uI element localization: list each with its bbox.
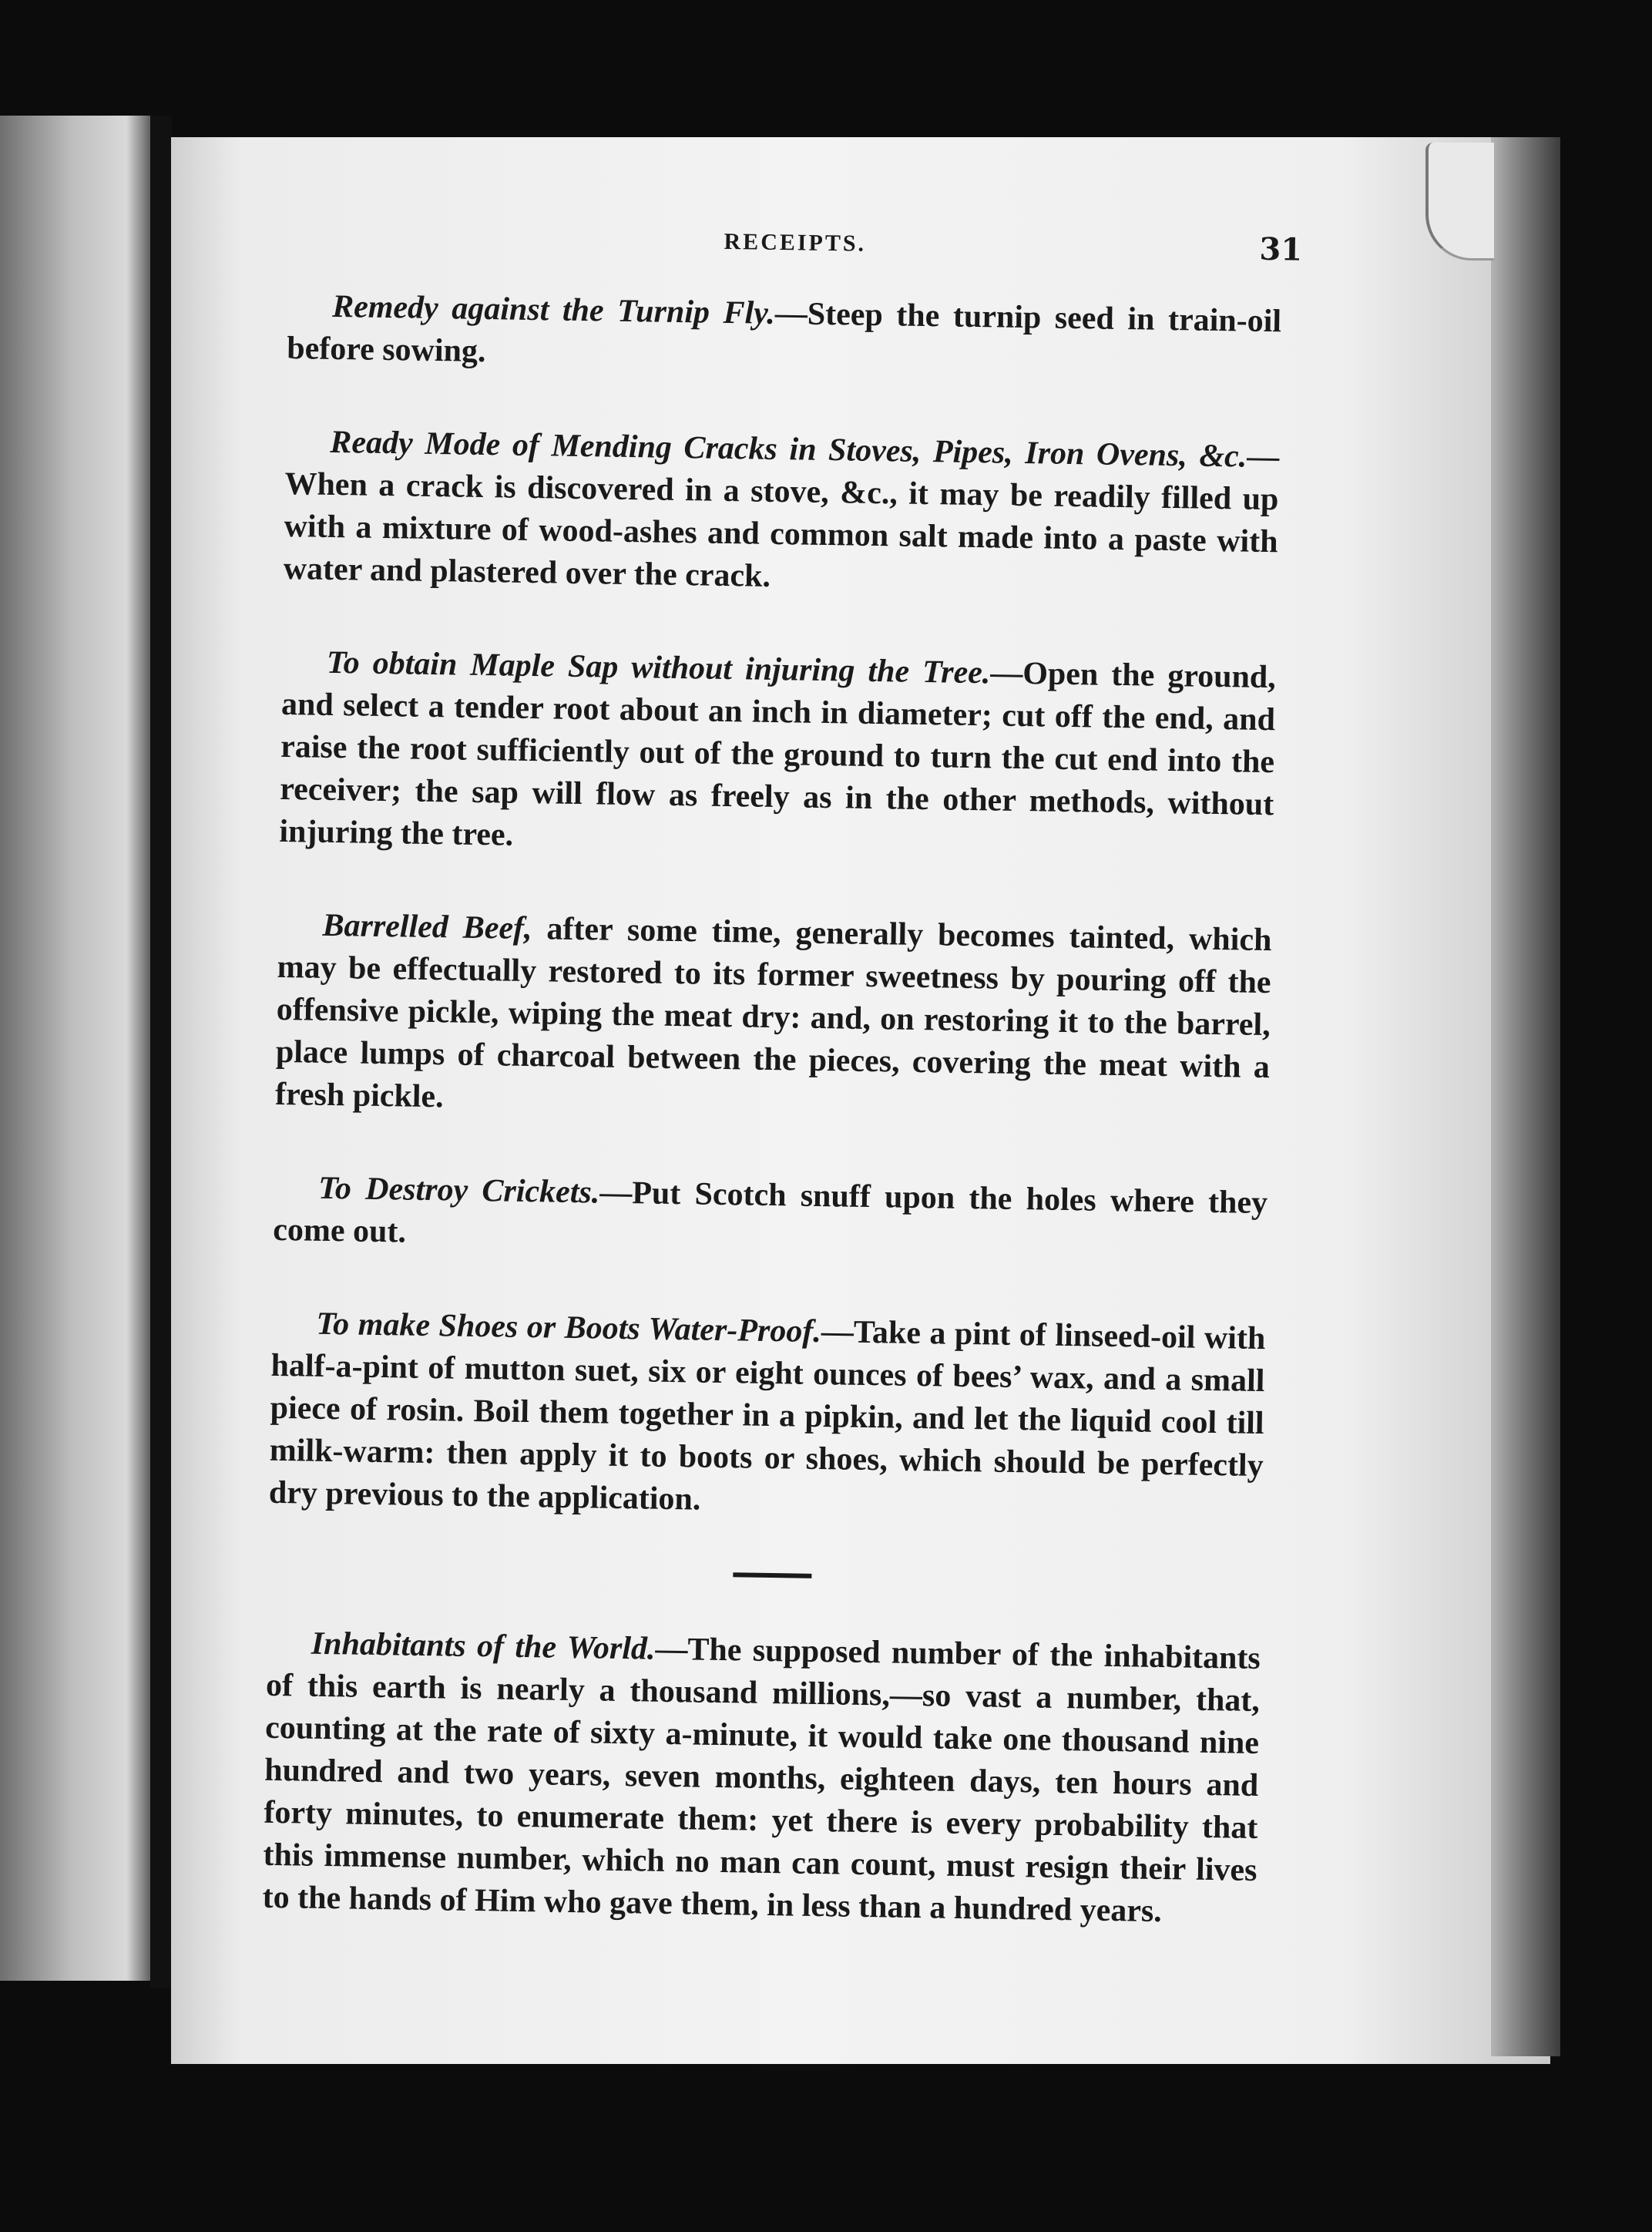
receipt-body: —When a crack is discovered in a stove, &c., it may be readily filled up with a mixture of wood-ashes and common salt made into a paste with water and plastered over the crack. xyxy=(283,439,1280,594)
page-corner-curl xyxy=(1425,143,1494,261)
receipt-turnip-fly xyxy=(287,285,1282,385)
receipt-title: Ready Mode of Mending Cracks in Stoves, Pipes, Iron Ovens, &c. xyxy=(330,424,1247,475)
book-gutter xyxy=(150,116,172,1988)
receipt-title: Barrelled Beef, xyxy=(322,907,532,947)
article-inhabitants xyxy=(262,1622,1261,1935)
receipt-body: —Steep the turnip seed in train-oil before sowing. xyxy=(286,295,1282,370)
receipt-maple-sap xyxy=(279,641,1276,869)
receipt-body: —Take a pint of linseed-oil with half-a-pint of mutton suet, six or eight ounces of bees’ wax, and a small piece of rosin. Boil them together in a pipkin, and let the liquid cool till milk-warm: then apply it to boots or shoes, which should be perfectly dry previous to the application. xyxy=(268,1314,1266,1518)
receipt-body: after some time, generally becomes tainted, which may be effectually restored to its former sweetness by pouring off the offensive pickle, wiping the meat dry: and, on restoring it to the barrel, place lumps of charcoal between the pieces, covering the meat with a fresh pickle. xyxy=(274,911,1272,1115)
facing-page-edge xyxy=(0,116,158,1981)
page-number: 31 xyxy=(1259,230,1303,268)
page-content xyxy=(261,216,1303,1985)
receipt-title: Remedy against the Turnip Fly. xyxy=(331,288,776,331)
receipt-title: To obtain Maple Sap without injuring the Tree. xyxy=(326,644,991,691)
receipt-title: To make Shoes or Boots Water-Proof. xyxy=(316,1306,822,1350)
article-body: —The supposed number of the inhabitants of this earth is nearly a thousand millions,—so vast a number, that, counting at the rate of sixty a-minute, it would take one thousand nine hundred and two years, seven months, eighteen days, ten hours and forty minutes, to enumerate them: yet there is every probability that this immense number, which no man can count, must resign their lives to the hands of Him who gave them, in less than a hundred years. xyxy=(262,1631,1261,1930)
receipt-waterproof-shoes xyxy=(269,1303,1266,1530)
receipt-body: —Put Scotch snuff upon the holes where they come out. xyxy=(272,1175,1268,1250)
running-head: RECEIPTS. xyxy=(724,228,867,257)
receipt-crickets xyxy=(273,1167,1268,1267)
page-stack-edge xyxy=(1491,137,1560,2056)
receipt-mending-cracks xyxy=(283,421,1279,606)
receipt-title: To Destroy Crickets. xyxy=(317,1170,600,1211)
receipt-body: —Open the ground, and select a tender root about an inch in diameter; cut off the end, and raise the root sufficiently out of the ground to turn the cut end into the receiver; the sap will flow as freely as in the other methods, without injuring the tree. xyxy=(279,655,1277,853)
section-divider xyxy=(733,1572,811,1578)
receipt-barrelled-beef xyxy=(275,904,1272,1131)
article-title: Inhabitants of the World. xyxy=(311,1625,656,1667)
